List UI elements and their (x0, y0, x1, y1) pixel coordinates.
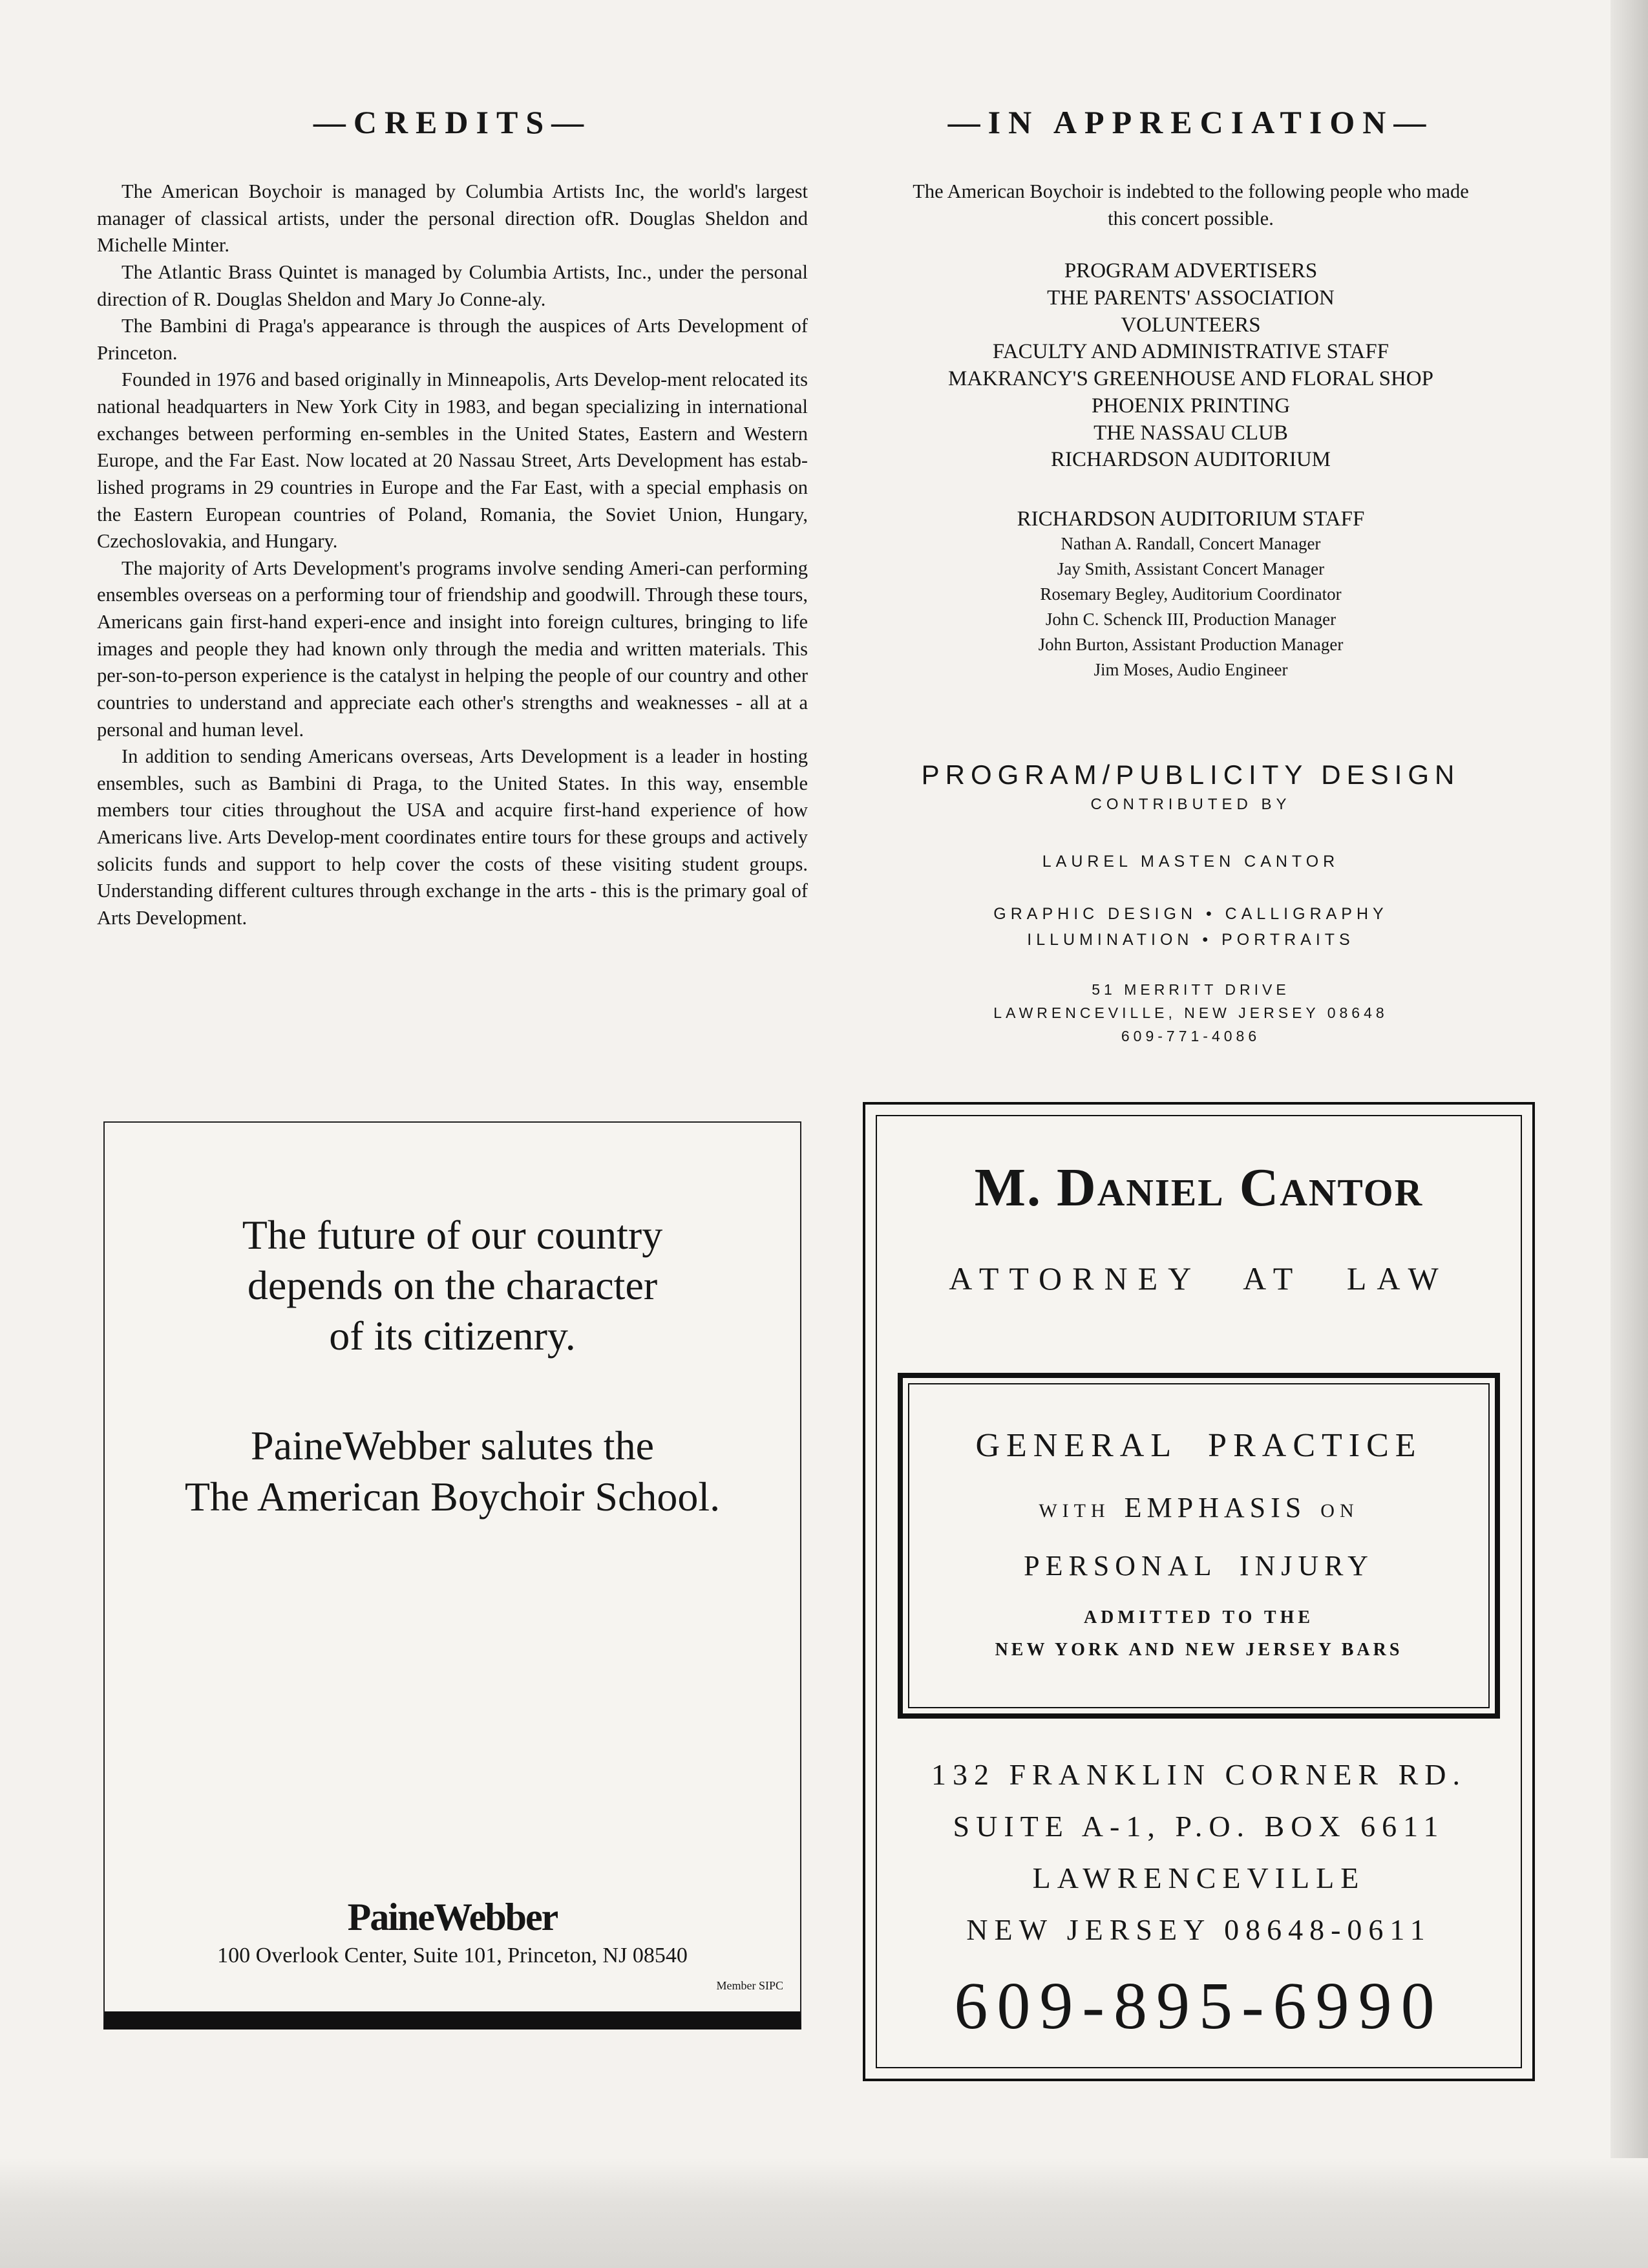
credits-paragraph: In addition to sending Americans overseas, Arts Development is a leader in hosting ensembles, such as Bambini di Praga, to the United States. In this way, ensemble members tour cities throughout the USA and acquire first-hand experience of how Americans live. Arts Develop-ment coordinates entire tours for these groups and actively solicits funds and support to help cover the costs of these visiting student groups. Understanding different cultures through exchange in the arts - this is the primary goal of Arts Development. (97, 745, 808, 929)
practice-box (898, 1373, 1500, 1719)
appreciation-intro-line: The American Boychoir is indebted to the following people who made (913, 180, 1469, 202)
designer-address (830, 979, 1551, 1048)
cantor-address-line: NEW JERSEY 08648-0611 (966, 1913, 1431, 1946)
painewebber-salute-line: The American Boychoir School. (184, 1474, 721, 1520)
page-edge-shadow (1611, 0, 1648, 2268)
staff-item: Rosemary Begley, Auditorium Coordinator (1040, 584, 1342, 604)
staff-item: Jay Smith, Assistant Concert Manager (1057, 559, 1325, 578)
credits-paragraph: The majority of Arts Development's programs involve sending Ameri-can performing ensembles overseas on a performing tour of friendship and goodwill. Through these tours, Americans gain first-hand experi-ence and insight into foreign cultures, bringing to life images and people they had known only through the media and written materials. This per-son-to-person experience is the catalyst in helping the people of our country and other countries to understand and appreciate each other's strengths and weaknesses - all at a personal and human level. (97, 556, 808, 741)
designer-phone: 609-771-4086 (1121, 1027, 1261, 1044)
cantor-address-line: SUITE A-1, P.O. BOX 6611 (953, 1810, 1445, 1843)
designer-address-line: 51 MERRITT DRIVE (1092, 981, 1290, 999)
appreciation-intro-line: this concert possible. (1108, 207, 1274, 229)
designer-service-line: GRAPHIC DESIGN • CALLIGRAPHY (993, 905, 1388, 924)
credits-paragraph: Founded in 1976 and based originally in Minneapolis, Arts Develop-ment relocated its national headquarters in New York City in 1983, and began specializing in international exchanges between performing en-sembles in the United States, Eastern and Western Europe, and the Far East. Now located at 20 Nassau Street, Arts Development has estab-lished programs in 29 countries in Europe and the Far East, with a special emphasis on the Eastern European countries of Poland, Romania, the Soviet Union, Hungary, Czechoslovakia, and Hungary. (97, 368, 808, 553)
sponsor-item: THE NASSAU CLUB (1093, 421, 1288, 445)
painewebber-salute (105, 1420, 800, 1523)
painewebber-logo: PaineWebber (347, 1896, 558, 1938)
designer-services (830, 901, 1551, 953)
design-credit-sub: CONTRIBUTED BY (1090, 796, 1291, 814)
credits-body (97, 178, 808, 932)
credits-paragraph: The Bambini di Praga's appearance is through the auspices of Arts Development of Princeton. (97, 315, 808, 364)
appreciation-section (830, 103, 1551, 1048)
cantor-address-line: LAWRENCEVILLE (1032, 1861, 1366, 1894)
designer-name: LAUREL MASTEN CANTOR (1042, 853, 1340, 871)
cantor-title: ATTORNEY AT LAW (949, 1260, 1449, 1297)
painewebber-headline-line: of its citizenry. (329, 1313, 576, 1359)
staff-item: John Burton, Assistant Production Manager (1038, 634, 1344, 654)
painewebber-ad (103, 1121, 801, 2030)
sponsor-item: PHOENIX PRINTING (1091, 394, 1291, 418)
staff-list (830, 531, 1551, 682)
cantor-ad (863, 1102, 1535, 2081)
cantor-address-line: 132 FRANKLIN CORNER RD. (931, 1758, 1467, 1791)
staff-item: John C. Schenck III, Production Manager (1045, 609, 1336, 629)
sponsor-item: FACULTY AND ADMINISTRATIVE STAFF (992, 340, 1389, 364)
page-bottom-shadow (0, 2158, 1648, 2268)
practice-with: WITH (1039, 1500, 1110, 1521)
staff-item: Jim Moses, Audio Engineer (1093, 659, 1288, 679)
practice-admitted: ADMITTED TO THE (1083, 1607, 1315, 1627)
practice-on: ON (1320, 1500, 1359, 1521)
painewebber-headline-line: The future of our country (242, 1212, 663, 1258)
painewebber-address: 100 Overlook Center, Suite 101, Princeton, NJ 08540 (217, 1944, 688, 1967)
credits-section (97, 103, 808, 932)
cantor-phone: 609-895-6990 (954, 1969, 1444, 2043)
designer-service-line: ILLUMINATION • PORTRAITS (1027, 931, 1355, 949)
cantor-name: M. Daniel Cantor (974, 1158, 1424, 1218)
painewebber-headline-line: depends on the character (247, 1262, 658, 1309)
appreciation-title: —IN APPRECIATION— (947, 104, 1434, 140)
design-credit-heading: PROGRAM/PUBLICITY DESIGN (921, 759, 1461, 790)
appreciation-intro (830, 178, 1551, 232)
sponsor-list (830, 258, 1551, 474)
painewebber-member-note: Member SIPC (716, 1979, 783, 1992)
practice-emphasis-line (903, 1491, 1495, 1524)
staff-heading: RICHARDSON AUDITORIUM STAFF (1017, 507, 1365, 531)
painewebber-salute-line: PaineWebber salutes the (251, 1423, 654, 1468)
sponsor-item: RICHARDSON AUDITORIUM (1050, 448, 1331, 472)
sponsor-item: MAKRANCY'S GREENHOUSE AND FLORAL SHOP (948, 367, 1433, 391)
sponsor-item: THE PARENTS' ASSOCIATION (1047, 286, 1335, 310)
credits-paragraph: The American Boychoir is managed by Columbia Artists Inc, the world's largest manager of classical artists, under the personal direction ofR. Douglas Sheldon and Michelle Minter. (97, 180, 808, 257)
practice-emphasis: EMPHASIS (1124, 1492, 1307, 1523)
practice-specialty: PERSONAL INJURY (1024, 1550, 1374, 1582)
sponsor-item: VOLUNTEERS (1121, 313, 1261, 337)
designer-address-line: LAWRENCEVILLE, NEW JERSEY 08648 (993, 1004, 1388, 1022)
practice-heading: GENERAL PRACTICE (975, 1427, 1422, 1464)
credits-title: —CREDITS— (313, 104, 592, 140)
painewebber-headline (105, 1210, 800, 1361)
credits-paragraph: The Atlantic Brass Quintet is managed by Columbia Artists, Inc., under the personal direction of R. Douglas Sheldon and Mary Jo Conne-aly. (97, 260, 808, 310)
sponsor-item: PROGRAM ADVERTISERS (1064, 259, 1318, 283)
practice-bars: NEW YORK AND NEW JERSEY BARS (995, 1640, 1403, 1660)
staff-item: Nathan A. Randall, Concert Manager (1061, 534, 1321, 554)
